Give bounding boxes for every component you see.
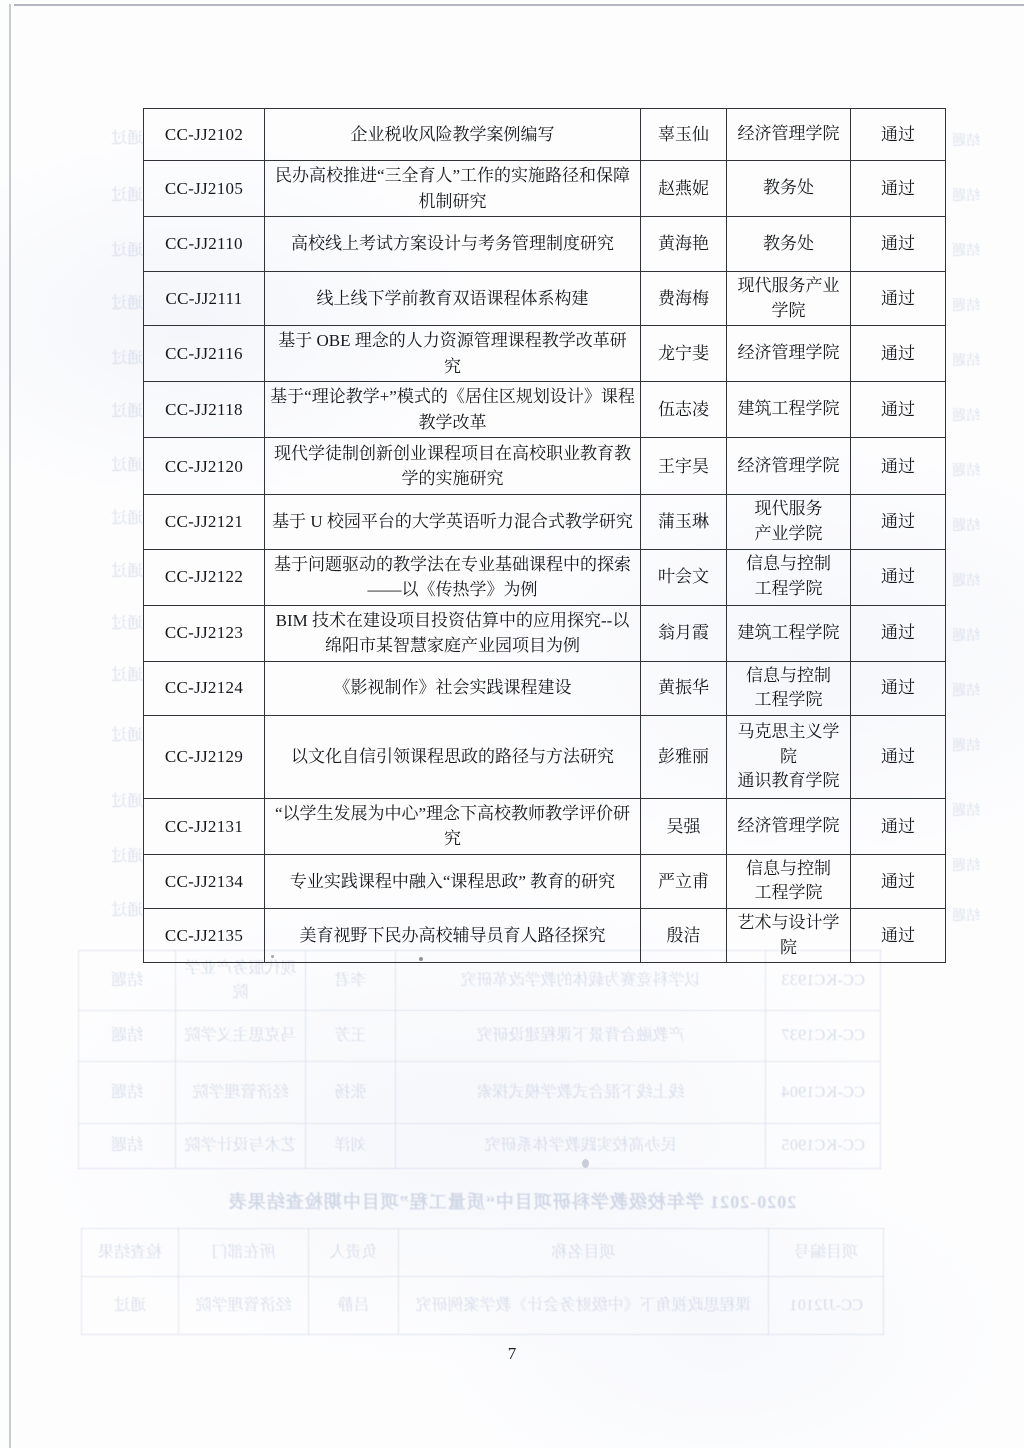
project-cell-department [727,909,851,963]
project-department-line: 教务处 [763,178,814,198]
ghost-edge-mark: 结题 [952,909,980,924]
project-department-line: 院 [780,937,797,957]
ghost-mid-cell-code: CC-KC1933 [766,951,881,1011]
ghost-mid-cell-department [176,1062,306,1124]
ghost-mid-department-line: 现代服务产业学院 [184,960,297,1001]
project-cell-status: 通过 [851,272,946,326]
project-cell-code: CC-JJ2134 [144,854,265,908]
project-cell-leader: 伍志凌 [641,382,727,438]
project-cell-title: BIM 技术在建设项目投资估算中的应用探究--以绵阳市某智慧家庭产业园项目为例 [265,605,641,661]
ghost-edge-mark: 结题 [952,189,980,204]
project-cell-department [727,549,851,605]
ghost-mid-department-line: 马克思主义学院 [184,1027,297,1045]
ghost-header-cell: 项目编号 [769,1229,884,1277]
project-row [144,715,946,798]
ghost-margin-status-mark: 通过 [111,563,144,580]
project-cell-leader: 黄海艳 [641,217,727,272]
ghost-edge-mark: 结题 [952,244,980,259]
project-row [144,549,946,605]
ghost-mid-cell-leader: 王芳 [306,1011,396,1062]
project-cell-leader: 龙宁斐 [641,326,727,382]
project-cell-code: CC-JJ2105 [144,161,265,217]
project-cell-department [727,438,851,495]
project-cell-department [727,661,851,715]
ghost-margin-status-mark: 通过 [111,130,144,147]
project-cell-code: CC-JJ2131 [144,798,265,854]
project-row [144,438,946,495]
project-cell-leader: 殷洁 [641,909,727,963]
project-cell-title: 高校线上考试方案设计与考务管理制度研究 [265,217,641,272]
ghost-mid-cell-department [176,1011,306,1062]
project-department-line: 信息与控制 [746,665,831,685]
ghost-edge-mark: 结题 [952,519,980,534]
ghost-edge-mark: 结题 [952,299,980,314]
ghost-margin-status-mark: 通过 [111,295,144,312]
project-department-line: 经济管理学院 [737,124,840,144]
ghost-margin-status-mark: 通过 [111,242,144,259]
project-department-line: 经济管理学院 [737,343,840,363]
project-department-line: 工程学院 [754,883,823,903]
ghost-edge-mark: 结题 [952,464,980,479]
ghost-header-cell: 所在部门 [179,1229,309,1277]
scan-speck [582,1159,589,1168]
project-cell-department [727,495,851,549]
ghost-header-cell: 检查结果 [82,1229,179,1277]
project-cell-code: CC-JJ2129 [144,715,265,798]
ghost-margin-status-mark: 通过 [111,667,144,684]
project-row [144,909,946,963]
project-cell-leader: 叶会文 [641,549,727,605]
ghost-edge-mark: 结题 [952,409,980,424]
project-cell-code: CC-JJ2102 [144,109,265,161]
project-cell-department [727,382,851,438]
ghost-mid-table [78,950,881,1169]
project-cell-code: CC-JJ2123 [144,605,265,661]
project-cell-code: CC-JJ2110 [144,217,265,272]
ghost-margin-status-mark: 通过 [111,457,144,474]
project-cell-department [727,109,851,161]
project-cell-title: 专业实践课程中融入“课程思政” 教育的研究 [265,854,641,908]
project-cell-title: 现代学徒制创新创业课程项目在高校职业教育教学的实施研究 [265,438,641,495]
ghost-mid-cell-status: 结题 [79,1011,176,1062]
project-row [144,109,946,161]
project-cell-title: “以学生发展为中心”理念下高校教师教学评价研究 [265,798,641,854]
ghost-margin-status-mark: 通过 [111,615,144,632]
project-cell-department [727,854,851,908]
ghost-header-cell: 负责人 [309,1229,399,1277]
ghost-edge-mark: 结题 [952,574,980,589]
ghost-mid-cell-leader: 李君 [306,951,396,1011]
project-department-line: 工程学院 [754,690,823,710]
ghost-mid-cell-title: 民办高校实践教学体系研究 [396,1124,766,1169]
project-cell-status: 通过 [851,217,946,272]
ghost-header-cell: 项目名称 [399,1229,769,1277]
project-department-line: 信息与控制 [746,554,831,574]
ghost-mid-cell-leader: 刘洋 [306,1124,396,1169]
project-row [144,854,946,908]
ghost-edge-mark: 结题 [952,684,980,699]
project-row [144,661,946,715]
project-department-line: 现代服务 [754,499,823,519]
project-cell-code: CC-JJ2122 [144,549,265,605]
project-department-line: 院 [780,746,797,766]
scan-edge-left-line [9,4,11,1448]
project-cell-leader: 王宇昊 [641,438,727,495]
ghost-bottom-cell-status: 通过 [82,1277,179,1335]
ghost-edge-mark: 结题 [952,739,980,754]
project-cell-leader: 赵燕妮 [641,161,727,217]
project-cell-code: CC-JJ2111 [144,272,265,326]
project-department-line: 工程学院 [754,579,823,599]
project-review-table [143,108,946,963]
project-cell-title: 《影视制作》社会实践课程建设 [265,661,641,715]
project-cell-title: 基于 U 校园平台的大学英语听力混合式教学研究 [265,495,641,549]
ghost-bottom-cell-title: 课程思政视角下《中级财务会计》教学案例研究 [399,1277,769,1335]
ghost-mid-cell-leader: 张扬 [306,1062,396,1124]
project-department-line: 现代服务产业 [737,276,840,295]
project-department-line: 学院 [771,300,806,320]
project-cell-status: 通过 [851,605,946,661]
scan-speck [271,955,274,958]
ghost-margin-status-mark: 通过 [111,848,144,865]
ghost-edge-mark: 结题 [952,629,980,644]
ghost-mid-cell-department [176,1124,306,1169]
project-cell-leader: 吴强 [641,798,727,854]
ghost-margin-status-mark: 通过 [111,187,144,204]
project-cell-status: 通过 [851,438,946,495]
ghost-mid-row [79,1124,881,1169]
ghost-mid-department-line: 艺术与设计学院 [184,1137,297,1155]
ghost-edge-mark: 结题 [952,354,980,369]
ghost-mid-cell-code: CC-KC1937 [766,1011,881,1062]
project-cell-code: CC-JJ2124 [144,661,265,715]
page-number: 7 [507,1344,517,1363]
ghost-mid-cell-code: CC-KC1905 [766,1124,881,1169]
project-cell-code: CC-JJ2118 [144,382,265,438]
project-table-body [144,109,946,963]
ghost-mid-cell-status: 结题 [79,951,176,1011]
ghost-mid-row [79,1062,881,1124]
scan-speck [419,957,423,961]
ghost-bottom-table-body [82,1277,884,1335]
project-department-line: 经济管理学院 [737,816,840,836]
project-cell-status: 通过 [851,495,946,549]
project-cell-status: 通过 [851,109,946,161]
ghost-margin-status-mark: 通过 [111,727,144,744]
project-row [144,798,946,854]
ghost-margin-status-mark: 通过 [111,403,144,420]
project-department-line: 建筑工程学院 [737,399,840,419]
project-cell-status: 通过 [851,909,946,963]
ghost-mid-cell-title: 线上线下混合式教学模式探索 [396,1062,766,1124]
project-cell-department [727,605,851,661]
project-cell-leader: 黄振华 [641,661,727,715]
project-cell-status: 通过 [851,382,946,438]
project-row [144,605,946,661]
project-cell-department [727,326,851,382]
ghost-heading: 2020-2021 学年校级教学科研项目中“质量工程”项目中期检查结果表 [227,1192,797,1212]
project-cell-status: 通过 [851,715,946,798]
project-cell-department [727,272,851,326]
ghost-mid-department-line: 经济管理学院 [192,1083,289,1101]
project-cell-department [727,798,851,854]
project-cell-department [727,217,851,272]
ghost-mid-cell-title: 以学科竞赛为载体的教学改革研究 [396,951,766,1011]
project-cell-title: 基于问题驱动的教学法在专业基础课程中的探索——以《传热学》为例 [265,549,641,605]
ghost-margin-status-mark: 通过 [111,793,144,810]
project-cell-code: CC-JJ2135 [144,909,265,963]
project-cell-title: 企业税收风险教学案例编写 [265,109,641,161]
ghost-edge-mark: 结题 [952,134,980,149]
project-cell-status: 通过 [851,798,946,854]
ghost-margin-status-mark: 通过 [111,510,144,527]
ghost-mid-cell-title: 产教融合背景下课程建设研究 [396,1011,766,1062]
project-cell-status: 通过 [851,161,946,217]
project-department-line: 建筑工程学院 [737,622,840,642]
ghost-bottom-cell-department [179,1277,309,1335]
project-row [144,326,946,382]
project-cell-code: CC-JJ2121 [144,495,265,549]
project-cell-leader: 彭雅丽 [641,715,727,798]
project-cell-department [727,161,851,217]
ghost-bottom-department-line: 经济管理学院 [195,1296,292,1314]
project-department-line: 信息与控制 [746,858,831,878]
project-cell-status: 通过 [851,854,946,908]
project-cell-title: 美育视野下民办高校辅导员育人路径探究 [265,909,641,963]
project-cell-department [727,715,851,798]
project-cell-code: CC-JJ2116 [144,326,265,382]
ghost-mid-row [79,1011,881,1062]
project-cell-leader: 费海梅 [641,272,727,326]
project-cell-title: 基于“理论教学+”模式的《居住区规划设计》课程教学改革 [265,382,641,438]
ghost-bottom-row [82,1277,884,1335]
ghost-margin-status-mark: 通过 [111,350,144,367]
ghost-mid-cell-status: 结题 [79,1124,176,1169]
project-cell-title: 民办高校推进“三全育人”工作的实施路径和保障机制研究 [265,161,641,217]
project-cell-leader: 严立甫 [641,854,727,908]
ghost-bottom-table [81,1228,884,1335]
scan-edge-top-line [14,4,1024,6]
project-department-line: 产业学院 [754,523,823,543]
project-cell-code: CC-JJ2120 [144,438,265,495]
project-department-line: 艺术与设计学 [737,913,840,933]
project-cell-title: 以文化自信引领课程思政的路径与方法研究 [265,715,641,798]
project-row [144,495,946,549]
ghost-mid-cell-status: 结题 [79,1062,176,1124]
ghost-header-row [82,1229,884,1277]
project-cell-title: 基于 OBE 理念的人力资源管理课程教学改革研究 [265,326,641,382]
ghost-mid-table-body [79,951,881,1169]
project-row [144,217,946,272]
ghost-edge-mark: 结题 [952,859,980,874]
project-department-line: 经济管理学院 [737,455,840,475]
project-department-line: 马克思主义学 [737,721,840,741]
project-cell-leader: 辜玉仙 [641,109,727,161]
project-cell-leader: 蒲玉琳 [641,495,727,549]
ghost-mid-cell-code: CC-KC1904 [766,1062,881,1124]
project-cell-status: 通过 [851,326,946,382]
project-department-line: 通识教育学院 [737,771,840,791]
ghost-edge-mark: 结题 [952,804,980,819]
project-cell-title: 线上线下学前教育双语课程体系构建 [265,272,641,326]
ghost-margin-status-mark: 通过 [111,902,144,919]
ghost-bottom-cell-leader: 吕静 [309,1277,399,1335]
ghost-bottom-cell-code: CC-JJ2101 [769,1277,884,1335]
project-department-line: 教务处 [763,233,814,253]
project-cell-status: 通过 [851,661,946,715]
project-cell-status: 通过 [851,549,946,605]
project-row [144,382,946,438]
project-row [144,272,946,326]
project-row [144,161,946,217]
project-cell-leader: 翁月霞 [641,605,727,661]
